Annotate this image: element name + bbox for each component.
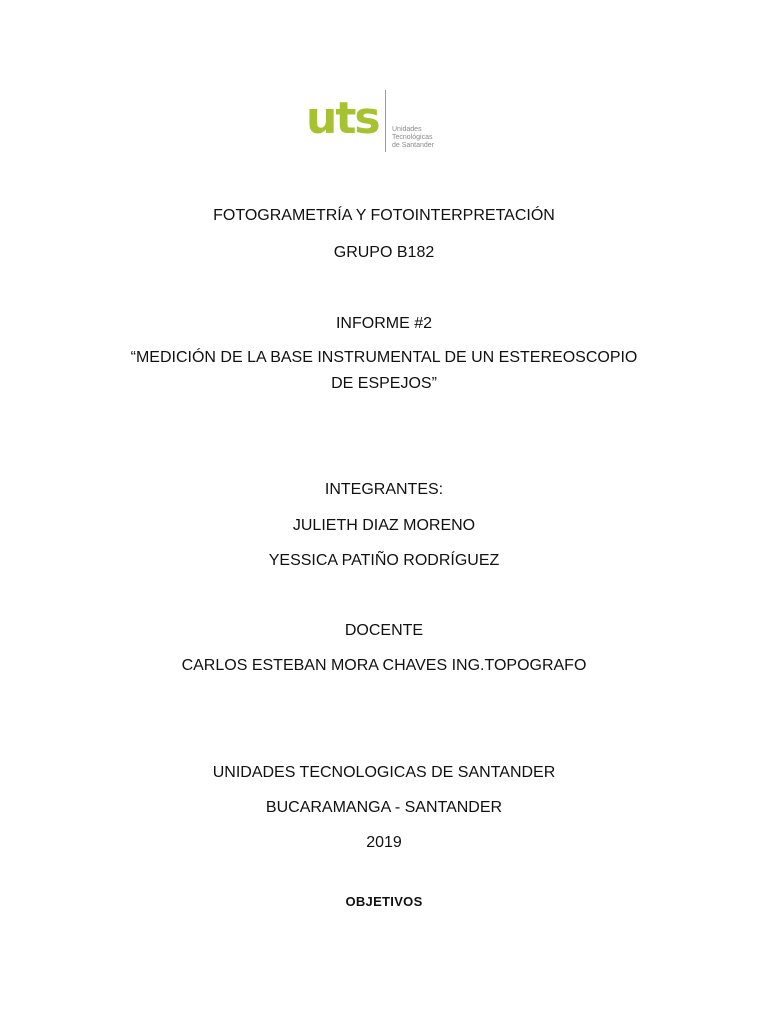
city-name: BUCARAMANGA - SANTANDER bbox=[265, 799, 503, 816]
logo-subtitle-line: Tecnológicas bbox=[392, 134, 433, 141]
section-heading-objectives: OBJETIVOS bbox=[345, 894, 423, 909]
uts-logo bbox=[296, 86, 464, 156]
logo-subtitle-line: de Santander bbox=[392, 142, 435, 149]
logo-divider bbox=[385, 90, 386, 152]
institution-name: UNIDADES TECNOLOGICAS DE SANTANDER bbox=[212, 764, 556, 781]
course-name: FOTOGRAMETRÍA Y FOTOINTERPRETACIÓN bbox=[213, 207, 555, 224]
logo-subtitle bbox=[392, 126, 434, 150]
report-title-line-1: “MEDICIÓN DE LA BASE INSTRUMENTAL DE UN ESTEREOSCOPIO bbox=[130, 349, 638, 366]
teacher-name: CARLOS ESTEBAN MORA CHAVES ING.TOPOGRAFO bbox=[181, 657, 587, 674]
report-number: INFORME #2 bbox=[335, 315, 432, 332]
member-name: JULIETH DIAZ MORENO bbox=[292, 517, 476, 534]
members-heading: INTEGRANTES: bbox=[324, 481, 444, 498]
group-code: GRUPO B182 bbox=[333, 244, 435, 261]
teacher-heading: DOCENTE bbox=[344, 622, 424, 639]
year: 2019 bbox=[366, 834, 402, 851]
member-name: YESSICA PATIÑO RODRÍGUEZ bbox=[268, 552, 500, 569]
report-title-line-2: DE ESPEJOS” bbox=[331, 375, 437, 392]
logo-subtitle-line: Unidades bbox=[392, 126, 422, 133]
logo-wordmark: uts bbox=[306, 93, 379, 144]
